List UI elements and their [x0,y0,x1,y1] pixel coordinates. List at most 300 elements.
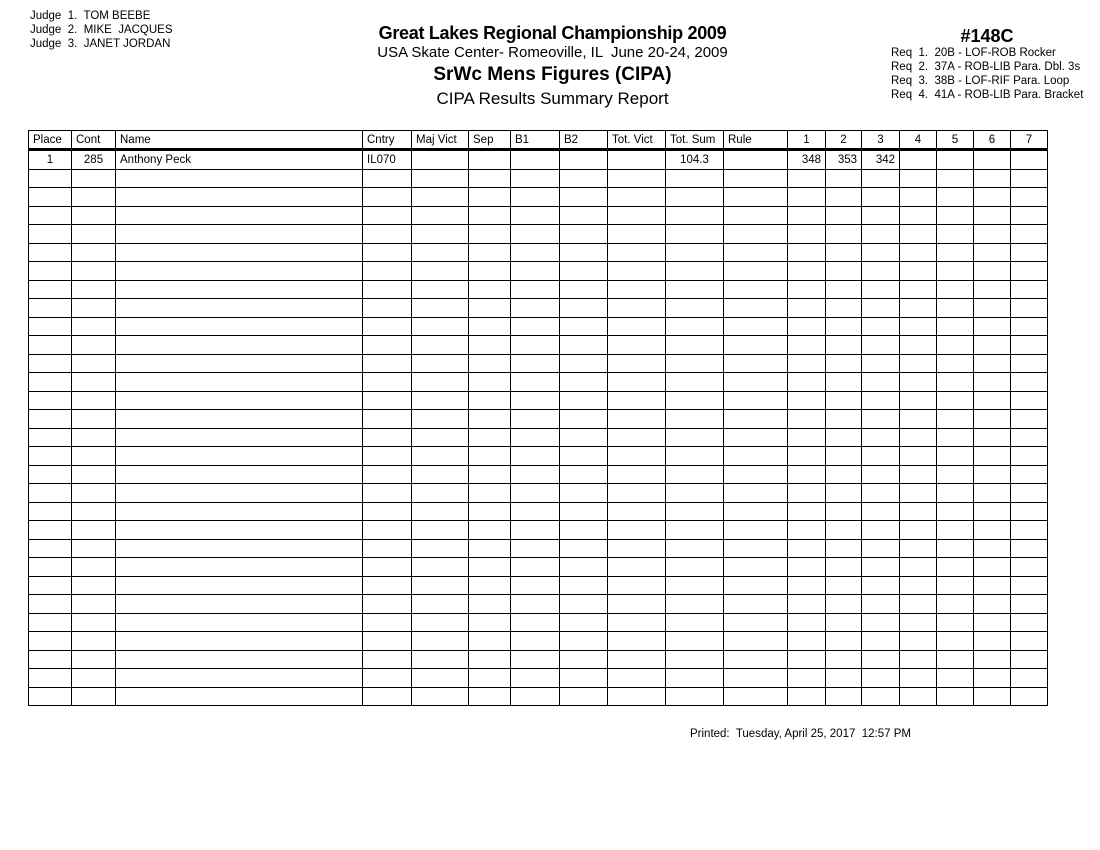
table-cell-empty [974,502,1011,521]
table-cell-empty [412,428,469,447]
table-cell-empty [937,410,974,429]
table-cell-empty [412,650,469,669]
table-cell-empty [1011,225,1048,244]
table-row-empty [29,447,1048,466]
cell-b2 [560,150,608,170]
requirement-3: Req 3. 38B - LOF-RIF Para. Loop [891,75,1070,87]
table-cell-empty [608,595,666,614]
table-cell-empty [511,169,560,188]
table-cell-empty [469,262,511,281]
table-cell-empty [666,595,724,614]
col-header-b1: B1 [511,131,560,150]
table-cell-empty [788,447,826,466]
table-cell-empty [937,687,974,706]
table-cell-empty [666,539,724,558]
table-cell-empty [900,447,937,466]
requirement-4: Req 4. 41A - ROB-LIB Para. Bracket [891,89,1084,101]
table-cell-empty [788,576,826,595]
table-cell-empty [666,502,724,521]
table-cell-empty [469,502,511,521]
table-cell-empty [1011,632,1048,651]
table-cell-empty [116,484,363,503]
table-cell-empty [116,502,363,521]
table-cell-empty [116,576,363,595]
table-cell-empty [608,262,666,281]
table-cell-empty [511,669,560,688]
table-cell-empty [788,391,826,410]
cell-tot-sum: 104.3 [666,150,724,170]
table-cell-empty [788,410,826,429]
table-cell-empty [469,632,511,651]
table-cell-empty [560,280,608,299]
table-cell-empty [862,539,900,558]
table-cell-empty [560,262,608,281]
table-cell-empty [116,243,363,262]
table-cell-empty [469,243,511,262]
table-cell-empty [937,336,974,355]
table-row-empty [29,502,1048,521]
table-cell-empty [363,632,412,651]
table-cell-empty [560,632,608,651]
col-header-judge-2: 2 [826,131,862,150]
table-cell-empty [937,280,974,299]
col-header-sep: Sep [469,131,511,150]
table-cell-empty [412,687,469,706]
table-cell-empty [862,613,900,632]
table-cell-empty [608,243,666,262]
table-cell-empty [788,317,826,336]
table-cell-empty [666,206,724,225]
table-cell-empty [826,539,862,558]
table-cell-empty [363,410,412,429]
table-cell-empty [363,188,412,207]
table-cell-empty [862,484,900,503]
table-cell-empty [937,225,974,244]
table-cell-empty [1011,558,1048,577]
col-header-tot-sum: Tot. Sum [666,131,724,150]
table-cell-empty [72,262,116,281]
table-cell-empty [469,521,511,540]
table-cell-empty [116,373,363,392]
table-cell-empty [560,243,608,262]
table-cell-empty [363,262,412,281]
cell-b1 [511,150,560,170]
table-cell-empty [724,521,788,540]
table-cell-empty [788,465,826,484]
table-cell-empty [469,391,511,410]
table-cell-empty [862,428,900,447]
table-cell-empty [363,669,412,688]
table-cell-empty [469,669,511,688]
col-header-judge-4: 4 [900,131,937,150]
table-cell-empty [666,650,724,669]
table-cell-empty [666,280,724,299]
table-row-empty [29,391,1048,410]
table-cell-empty [826,243,862,262]
table-cell-empty [412,317,469,336]
table-cell-empty [72,299,116,318]
table-cell-empty [363,354,412,373]
table-cell-empty [116,595,363,614]
table-cell-empty [608,336,666,355]
table-row-empty [29,262,1048,281]
col-header-cont: Cont [72,131,116,150]
table-cell-empty [608,539,666,558]
table-cell-empty [29,484,72,503]
table-cell-empty [1011,502,1048,521]
table-cell-empty [363,465,412,484]
table-cell-empty [937,243,974,262]
table-cell-empty [511,262,560,281]
table-cell-empty [1011,650,1048,669]
table-row-empty [29,465,1048,484]
table-cell-empty [862,558,900,577]
table-cell-empty [560,687,608,706]
table-cell-empty [826,502,862,521]
table-cell-empty [363,280,412,299]
event-info [880,26,1100,102]
table-cell-empty [469,428,511,447]
table-cell-empty [937,650,974,669]
table-cell-empty [608,521,666,540]
table-cell-empty [72,336,116,355]
table-cell-empty [72,280,116,299]
table-cell-empty [937,206,974,225]
col-header-judge-3: 3 [862,131,900,150]
table-cell-empty [363,595,412,614]
table-cell-empty [608,354,666,373]
table-cell-empty [412,354,469,373]
table-cell-empty [511,576,560,595]
table-cell-empty [608,428,666,447]
table-cell-empty [560,299,608,318]
table-cell-empty [937,391,974,410]
cell-judge-3: 342 [862,150,900,170]
table-cell-empty [788,484,826,503]
table-row-empty [29,539,1048,558]
table-cell-empty [511,243,560,262]
table-cell-empty [511,336,560,355]
table-cell-empty [724,243,788,262]
table-cell-empty [900,373,937,392]
table-cell-empty [974,521,1011,540]
table-cell-empty [560,484,608,503]
cell-judge-7 [1011,150,1048,170]
table-cell-empty [29,576,72,595]
table-cell-empty [116,428,363,447]
table-cell-empty [72,650,116,669]
table-cell-empty [469,299,511,318]
table-cell-empty [29,188,72,207]
table-cell-empty [116,391,363,410]
table-cell-empty [412,521,469,540]
table-cell-empty [724,262,788,281]
table-cell-empty [469,280,511,299]
table-cell-empty [724,299,788,318]
table-cell-empty [116,410,363,429]
table-cell-empty [1011,576,1048,595]
table-cell-empty [608,558,666,577]
table-cell-empty [72,632,116,651]
table-cell-empty [1011,687,1048,706]
table-cell-empty [974,410,1011,429]
table-cell-empty [724,428,788,447]
table-cell-empty [511,373,560,392]
cell-cntry: IL070 [363,150,412,170]
table-cell-empty [412,632,469,651]
table-cell-empty [469,225,511,244]
table-cell-empty [724,613,788,632]
table-cell-empty [900,595,937,614]
table-cell-empty [974,687,1011,706]
table-cell-empty [826,447,862,466]
table-cell-empty [666,354,724,373]
table-cell-empty [937,465,974,484]
table-cell-empty [116,613,363,632]
table-cell-empty [116,280,363,299]
table-cell-empty [937,632,974,651]
table-cell-empty [412,539,469,558]
table-cell-empty [29,317,72,336]
table-cell-empty [788,299,826,318]
table-row-empty [29,299,1048,318]
table-cell-empty [72,595,116,614]
table-row-empty [29,225,1048,244]
table-cell-empty [862,669,900,688]
table-cell-empty [608,169,666,188]
table-cell-empty [826,206,862,225]
table-cell-empty [1011,391,1048,410]
table-cell-empty [788,262,826,281]
table-cell-empty [363,317,412,336]
table-cell-empty [72,539,116,558]
table-cell-empty [412,169,469,188]
table-cell-empty [412,558,469,577]
table-cell-empty [116,225,363,244]
table-cell-empty [363,558,412,577]
table-cell-empty [1011,280,1048,299]
table-cell-empty [608,280,666,299]
requirement-2: Req 2. 37A - ROB-LIB Para. Dbl. 3s [891,61,1081,73]
table-cell-empty [560,539,608,558]
table-cell-empty [724,410,788,429]
table-cell-empty [900,669,937,688]
table-cell-empty [511,595,560,614]
cell-tot-vict [608,150,666,170]
table-cell-empty [560,317,608,336]
table-cell-empty [412,484,469,503]
table-cell-empty [666,613,724,632]
cell-judge-4 [900,150,937,170]
table-cell-empty [900,391,937,410]
table-cell-empty [666,299,724,318]
table-cell-empty [116,539,363,558]
table-cell-empty [826,687,862,706]
table-cell-empty [862,280,900,299]
results-table [28,130,1048,706]
col-header-judge-5: 5 [937,131,974,150]
table-cell-empty [560,576,608,595]
table-cell-empty [862,169,900,188]
judge-1: Judge 1. TOM BEEBE [30,10,151,22]
table-cell-empty [974,225,1011,244]
table-row-empty [29,687,1048,706]
table-cell-empty [1011,169,1048,188]
table-cell-empty [826,410,862,429]
table-row-empty [29,595,1048,614]
table-cell-empty [116,650,363,669]
table-cell-empty [363,336,412,355]
table-cell-empty [608,502,666,521]
table-cell-empty [29,632,72,651]
table-cell-empty [608,484,666,503]
table-cell-empty [788,243,826,262]
table-cell-empty [511,465,560,484]
table-cell-empty [666,465,724,484]
table-cell-empty [469,576,511,595]
table-cell-empty [862,373,900,392]
cell-judge-2: 353 [826,150,862,170]
judges-list [30,9,173,51]
table-cell-empty [412,613,469,632]
table-cell-empty [666,410,724,429]
table-cell-empty [511,354,560,373]
table-cell-empty [29,262,72,281]
table-cell-empty [608,687,666,706]
table-cell-empty [412,336,469,355]
table-cell-empty [862,650,900,669]
table-cell-empty [724,280,788,299]
table-cell-empty [724,373,788,392]
table-cell-empty [511,558,560,577]
table-cell-empty [724,502,788,521]
col-header-rule: Rule [724,131,788,150]
table-cell-empty [29,354,72,373]
table-cell-empty [511,521,560,540]
requirements-list [891,46,1100,102]
table-cell-empty [29,669,72,688]
table-cell-empty [560,447,608,466]
table-cell-empty [788,188,826,207]
table-cell-empty [560,502,608,521]
table-cell-empty [826,280,862,299]
table-cell-empty [72,188,116,207]
table-cell-empty [937,188,974,207]
table-cell-empty [560,188,608,207]
table-cell-empty [29,465,72,484]
table-cell-empty [900,243,937,262]
table-cell-empty [862,243,900,262]
table-cell-empty [116,465,363,484]
table-cell-empty [560,465,608,484]
table-cell-empty [666,558,724,577]
table-cell-empty [666,243,724,262]
table-row-empty [29,317,1048,336]
cell-judge-5 [937,150,974,170]
judge-2: Judge 2. MIKE JACQUES [30,24,173,36]
table-row-empty [29,428,1048,447]
table-cell-empty [666,262,724,281]
table-cell-empty [560,669,608,688]
table-cell-empty [724,336,788,355]
table-cell-empty [511,539,560,558]
table-row-empty [29,613,1048,632]
table-cell-empty [1011,243,1048,262]
table-row-empty [29,354,1048,373]
table-cell-empty [724,539,788,558]
table-cell-empty [412,243,469,262]
table-cell-empty [29,650,72,669]
table-cell-empty [826,613,862,632]
table-cell-empty [469,354,511,373]
table-cell-empty [974,169,1011,188]
table-cell-empty [29,280,72,299]
table-cell-empty [862,632,900,651]
table-cell-empty [560,558,608,577]
table-cell-empty [412,502,469,521]
table-cell-empty [974,280,1011,299]
table-cell-empty [826,169,862,188]
table-cell-empty [974,669,1011,688]
table-cell-empty [862,391,900,410]
table-cell-empty [788,206,826,225]
table-cell-empty [788,225,826,244]
table-cell-empty [363,206,412,225]
table-cell-empty [29,687,72,706]
table-row-empty [29,280,1048,299]
table-cell-empty [862,576,900,595]
table-cell-empty [900,539,937,558]
table-cell-empty [724,484,788,503]
table-cell-empty [826,299,862,318]
table-cell-empty [862,465,900,484]
table-cell-empty [511,613,560,632]
table-cell-empty [974,317,1011,336]
table-cell-empty [511,299,560,318]
table-cell-empty [862,225,900,244]
table-cell-empty [363,539,412,558]
table-cell-empty [862,354,900,373]
table-row-empty [29,484,1048,503]
table-cell-empty [560,521,608,540]
table-cell-empty [363,243,412,262]
table-cell-empty [724,576,788,595]
table-cell-empty [666,428,724,447]
table-cell-empty [937,521,974,540]
table-row-empty [29,206,1048,225]
table-cell-empty [72,169,116,188]
table-cell-empty [72,447,116,466]
cell-name: Anthony Peck [116,150,363,170]
table-cell-empty [72,317,116,336]
report-name: CIPA Results Summary Report [436,89,669,108]
table-cell-empty [412,206,469,225]
table-cell-empty [116,299,363,318]
cell-judge-6 [974,150,1011,170]
table-cell-empty [974,299,1011,318]
table-cell-empty [412,299,469,318]
table-cell-empty [937,299,974,318]
table-cell-empty [560,410,608,429]
table-cell-empty [1011,410,1048,429]
table-cell-empty [724,687,788,706]
table-cell-empty [1011,336,1048,355]
table-cell-empty [937,373,974,392]
table-cell-empty [900,336,937,355]
table-cell-empty [363,428,412,447]
table-cell-empty [1011,428,1048,447]
table-cell-empty [724,225,788,244]
